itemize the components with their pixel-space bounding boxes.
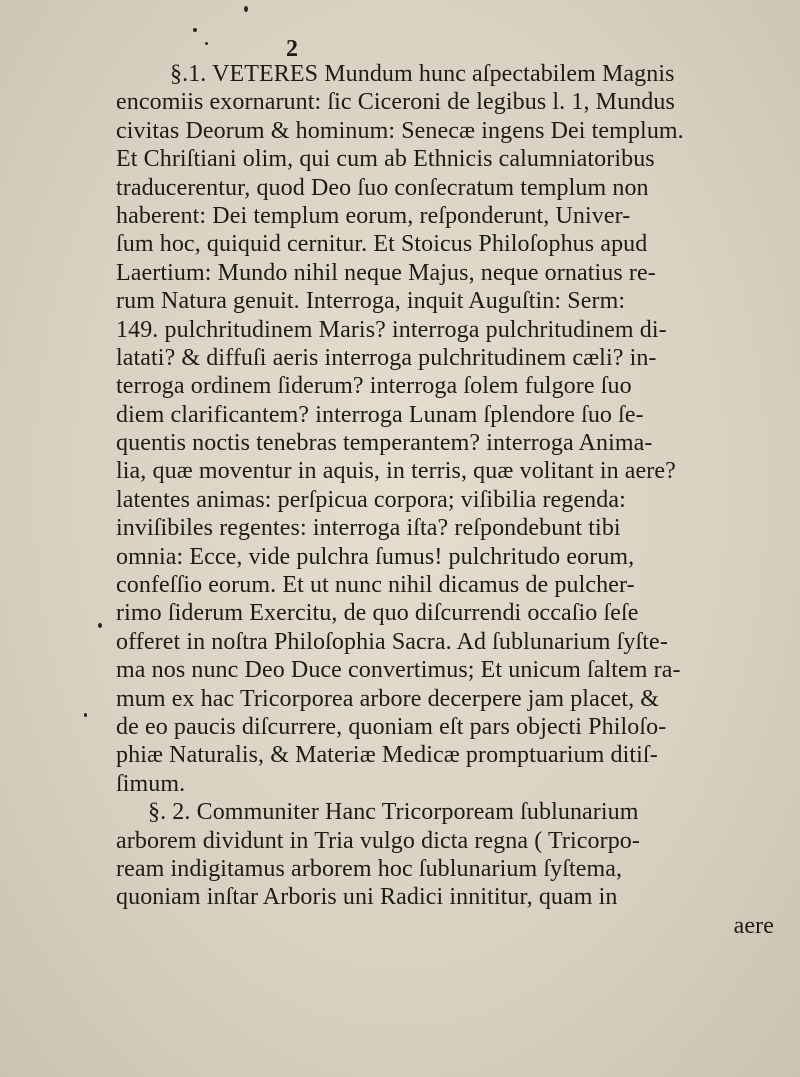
- text-line: quoniam inſtar Arboris uni Radici innititur, quam in: [116, 884, 618, 911]
- text-line: offeret in noſtra Philoſophia Sacra. Ad ſublunarium ſyſte-: [116, 628, 668, 655]
- text-line: rimo ſiderum Exercitu, de quo diſcurrendi occaſio ſeſe: [116, 600, 639, 627]
- text-line: arborem dividunt in Tria vulgo dicta regna ( Tricorpo-: [116, 827, 641, 854]
- text-line: inviſibiles regentes: interroga iſta? reſpondebunt tibi: [116, 515, 621, 542]
- text-line: latati? & diffuſi aeris interroga pulchritudinem cæli? in-: [116, 344, 657, 371]
- text-line: lia, quæ moventur in aquis, in terris, quæ volitant in aere?: [116, 458, 676, 485]
- text-line: Et Chriſtiani olim, qui cum ab Ethnicis calumniatoribus: [116, 146, 655, 173]
- text-line: de eo paucis diſcurrere, quoniam eſt pars objecti Philoſo-: [116, 713, 667, 740]
- text-line: phiæ Naturalis, & Materiæ Medicæ promptuarium ditiſ-: [116, 742, 658, 769]
- ink-speck: [193, 28, 197, 32]
- text-line: omnia: Ecce, vide pulchra ſumus! pulchritudo eorum,: [116, 543, 635, 570]
- text-line: rum Natura genuit. Interroga, inquit Auguſtin: Serm:: [116, 288, 626, 315]
- text-line: §. 2. Communiter Hanc Tricorpoream ſublunarium: [148, 799, 639, 826]
- page-number: 2: [286, 36, 298, 62]
- text-line: ſum hoc, quiquid cernitur. Et Stoicus Philoſophus apud: [116, 231, 648, 258]
- text-line: diem clarificantem? interroga Lunam ſplendore ſuo ſe-: [116, 401, 644, 428]
- text-line: terroga ordinem ſiderum? interroga ſolem fulgore ſuo: [116, 373, 632, 400]
- ink-speck: [98, 623, 102, 628]
- ink-speck: [244, 6, 248, 12]
- text-line: 149. pulchritudinem Maris? interroga pulchritudinem di-: [116, 316, 667, 343]
- text-line: confeſſio eorum. Et ut nunc nihil dicamus de pulcher-: [116, 572, 635, 599]
- text-line: ream indigitamus arborem hoc ſublunarium ſyſtema,: [116, 855, 623, 882]
- text-line: mum ex hac Tricorporea arbore decerpere jam placet, &: [116, 685, 660, 712]
- text-line: Laertium: Mundo nihil neque Majus, neque ornatius re-: [116, 259, 656, 286]
- ink-speck: [205, 42, 208, 45]
- text-line: traducerentur, quod Deo ſuo conſecratum templum non: [116, 174, 649, 201]
- text-line: quentis noctis tenebras temperantem? interroga Anima-: [116, 430, 653, 457]
- text-line: §.1. VETERES Mundum hunc aſpectabilem Magnis: [170, 61, 675, 87]
- text-line: ma nos nunc Deo Duce convertimus; Et unicum ſaltem ra-: [116, 657, 681, 684]
- ink-speck: [84, 713, 87, 717]
- text-line: haberent: Dei templum eorum, reſponderunt, Univer-: [116, 202, 631, 229]
- text-line: civitas Deorum & hominum: Senecæ ingens Dei templum.: [116, 117, 684, 144]
- text-line: ſimum.: [116, 770, 186, 797]
- text-line: latentes animas: perſpicua corpora; viſibilia regenda:: [116, 486, 626, 513]
- catchword: aere: [733, 912, 774, 939]
- text-line: encomiis exornarunt: ſic Ciceroni de legibus l. 1, Mundus: [116, 89, 675, 116]
- body-text: [116, 60, 786, 940]
